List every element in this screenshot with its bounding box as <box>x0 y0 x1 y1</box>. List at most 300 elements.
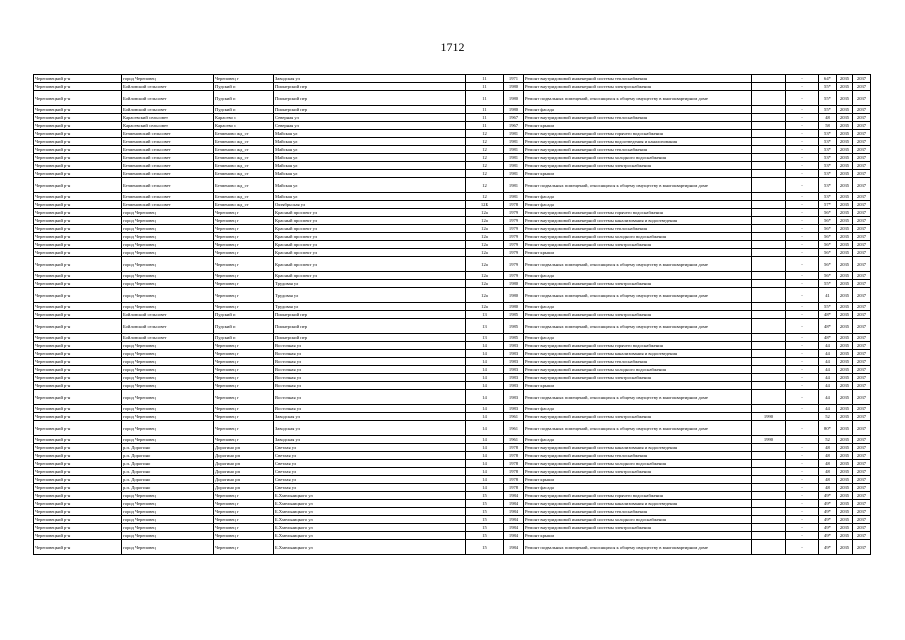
cell-house: 14 <box>466 444 504 452</box>
cell-street: Майская ул <box>274 178 466 193</box>
table-row <box>34 405 871 413</box>
cell-value: 48 <box>819 452 837 460</box>
cell-mark: - <box>786 350 819 358</box>
cell-end-year: 2037 <box>853 91 871 106</box>
cell-mark: - <box>786 130 819 138</box>
cell-year: 1961 <box>504 421 524 436</box>
cell-mark <box>786 436 819 444</box>
cell-end-year: 2037 <box>853 500 871 508</box>
cell-mark: - <box>786 225 819 233</box>
cell-district: Череповецкий р-н <box>34 170 122 178</box>
cell-last-repair <box>752 178 786 193</box>
cell-start-year: 2035 <box>837 311 853 319</box>
cell-district: Череповецкий р-н <box>34 122 122 130</box>
cell-year: 1983 <box>504 390 524 405</box>
cell-mark: - <box>786 75 819 83</box>
cell-work: Ремонт крыши <box>524 122 752 130</box>
cell-house: 12а <box>466 217 504 225</box>
cell-district: Череповецкий р-н <box>34 390 122 405</box>
cell-last-repair <box>752 272 786 280</box>
cell-locality: Череповец г <box>214 288 274 303</box>
cell-settlement: Безменовский сельсовет <box>122 130 214 138</box>
cell-district: Череповецкий р-н <box>34 288 122 303</box>
cell-locality: Череповец г <box>214 233 274 241</box>
cell-end-year: 2037 <box>853 114 871 122</box>
cell-value: 48* <box>819 319 837 334</box>
table-row <box>34 524 871 532</box>
cell-mark: - <box>786 178 819 193</box>
cell-street: Б.Хмельницкого ул <box>274 492 466 500</box>
cell-locality: Карасево с <box>214 114 274 122</box>
cell-value: 56* <box>819 225 837 233</box>
cell-value: 53* <box>819 138 837 146</box>
cell-mark: - <box>786 374 819 382</box>
table-row <box>34 492 871 500</box>
cell-house: 11 <box>466 106 504 114</box>
cell-last-repair <box>752 492 786 500</box>
cell-house: 11 <box>466 122 504 130</box>
cell-mark: - <box>786 524 819 532</box>
cell-district: Череповецкий р-н <box>34 162 122 170</box>
cell-last-repair <box>752 193 786 201</box>
table-row <box>34 444 871 452</box>
cell-work: Ремонт внутридомовой инженерной системы холодного водоснабжения <box>524 366 752 374</box>
cell-value: 48 <box>819 444 837 452</box>
cell-start-year: 2035 <box>837 476 853 484</box>
cell-street: Б.Хмельницкого ул <box>274 508 466 516</box>
cell-district: Череповецкий р-н <box>34 146 122 154</box>
cell-year: 1981 <box>504 146 524 154</box>
cell-end-year: 2037 <box>853 311 871 319</box>
cell-mark: - <box>786 484 819 492</box>
cell-last-repair <box>752 358 786 366</box>
cell-work: Ремонт внутридомовой инженерной системы электроснабжения <box>524 280 752 288</box>
cell-year: 1980 <box>504 106 524 114</box>
cell-street: Майская ул <box>274 193 466 201</box>
cell-value: 48* <box>819 334 837 342</box>
cell-end-year: 2037 <box>853 421 871 436</box>
cell-value: 49* <box>819 524 837 532</box>
cell-value: 53* <box>819 154 837 162</box>
cell-house: 11 <box>466 83 504 91</box>
cell-settlement: город Череповец <box>122 421 214 436</box>
cell-start-year: 2035 <box>837 193 853 201</box>
table-row <box>34 358 871 366</box>
cell-district: Череповецкий р-н <box>34 280 122 288</box>
table-row <box>34 75 871 83</box>
cell-street: Светлая ул <box>274 444 466 452</box>
cell-work: Ремонт внутридомовой инженерной системы горячего водоснабжения <box>524 492 752 500</box>
cell-street: Северная ул <box>274 122 466 130</box>
cell-district: Череповецкий р-н <box>34 311 122 319</box>
cell-street: Майская ул <box>274 146 466 154</box>
cell-end-year: 2037 <box>853 217 871 225</box>
cell-house: 14 <box>466 413 504 421</box>
cell-mark: - <box>786 319 819 334</box>
cell-locality: Череповец г <box>214 217 274 225</box>
cell-locality: Череповец г <box>214 405 274 413</box>
cell-end-year: 2037 <box>853 374 871 382</box>
cell-end-year: 2037 <box>853 75 871 83</box>
cell-house: 12а <box>466 257 504 272</box>
cell-street: Пионерский пер <box>274 311 466 319</box>
cell-end-year: 2037 <box>853 508 871 516</box>
cell-district: Череповецкий р-н <box>34 484 122 492</box>
cell-mark: - <box>786 122 819 130</box>
cell-start-year: 2035 <box>837 366 853 374</box>
cell-last-repair <box>752 280 786 288</box>
cell-year: 1978 <box>504 460 524 468</box>
cell-district: Череповецкий р-н <box>34 303 122 311</box>
table-row <box>34 516 871 524</box>
cell-end-year: 2037 <box>853 193 871 201</box>
cell-end-year: 2037 <box>853 436 871 444</box>
cell-house: 12а <box>466 249 504 257</box>
cell-work: Ремонт подвальных помещений, относящихся к общему имуществу в многоквартирном доме <box>524 178 752 193</box>
cell-house: 12а <box>466 280 504 288</box>
cell-last-repair <box>752 500 786 508</box>
cell-value: 52 <box>819 436 837 444</box>
table-row <box>34 342 871 350</box>
cell-locality: Дорогино рп <box>214 476 274 484</box>
cell-district: Череповецкий р-н <box>34 460 122 468</box>
cell-work: Ремонт фасада <box>524 201 752 209</box>
cell-locality: Череповец г <box>214 366 274 374</box>
cell-year: 1978 <box>504 201 524 209</box>
cell-house: 14 <box>466 374 504 382</box>
cell-house: 12 <box>466 130 504 138</box>
cell-settlement: город Череповец <box>122 233 214 241</box>
cell-start-year: 2035 <box>837 500 853 508</box>
cell-mark: - <box>786 288 819 303</box>
cell-street: Майская ул <box>274 138 466 146</box>
cell-end-year: 2037 <box>853 257 871 272</box>
cell-year: 1979 <box>504 257 524 272</box>
cell-house: 12 <box>466 146 504 154</box>
cell-last-repair: 1990 <box>752 413 786 421</box>
cell-mark: - <box>786 154 819 162</box>
table-row <box>34 122 871 130</box>
cell-street: Светлая ул <box>274 460 466 468</box>
cell-value: 56* <box>819 209 837 217</box>
cell-district: Череповецкий р-н <box>34 342 122 350</box>
cell-mark: - <box>786 303 819 311</box>
cell-last-repair <box>752 201 786 209</box>
table-row <box>34 170 871 178</box>
cell-start-year: 2035 <box>837 492 853 500</box>
cell-mark: - <box>786 366 819 374</box>
cell-work: Ремонт внутридомовой инженерной системы теплоснабжения <box>524 75 752 83</box>
cell-year: 1984 <box>504 516 524 524</box>
cell-mark: - <box>786 241 819 249</box>
cell-end-year: 2037 <box>853 382 871 390</box>
cell-work: Ремонт крыши <box>524 170 752 178</box>
cell-end-year: 2037 <box>853 272 871 280</box>
cell-street: Б.Хмельницкого ул <box>274 516 466 524</box>
cell-district: Череповецкий р-н <box>34 83 122 91</box>
cell-locality: Дорогино рп <box>214 452 274 460</box>
cell-year: 1983 <box>504 374 524 382</box>
cell-locality: Череповец г <box>214 280 274 288</box>
cell-mark: - <box>786 516 819 524</box>
table-row <box>34 350 871 358</box>
table-row <box>34 374 871 382</box>
cell-start-year: 2035 <box>837 91 853 106</box>
cell-locality: Безменово жд_ст <box>214 130 274 138</box>
cell-work: Ремонт фасада <box>524 303 752 311</box>
table-row <box>34 233 871 241</box>
cell-work: Ремонт внутридомовой инженерной системы горячего водоснабжения <box>524 342 752 350</box>
cell-end-year: 2037 <box>853 444 871 452</box>
cell-house: 14 <box>466 366 504 374</box>
cell-last-repair <box>752 350 786 358</box>
cell-last-repair <box>752 162 786 170</box>
cell-settlement: город Череповец <box>122 350 214 358</box>
cell-settlement: город Череповец <box>122 492 214 500</box>
cell-last-repair <box>752 342 786 350</box>
cell-locality: Безменово жд_ст <box>214 178 274 193</box>
cell-year: 1980 <box>504 91 524 106</box>
cell-street: Восточная ул <box>274 382 466 390</box>
cell-locality: Череповец г <box>214 225 274 233</box>
table-row <box>34 476 871 484</box>
cell-street: Светлая ул <box>274 468 466 476</box>
cell-start-year: 2035 <box>837 452 853 460</box>
cell-mark <box>786 413 819 421</box>
cell-start-year: 2035 <box>837 468 853 476</box>
cell-settlement: город Череповец <box>122 532 214 540</box>
cell-mark: - <box>786 358 819 366</box>
cell-settlement: Бойловский сельсовет <box>122 334 214 342</box>
cell-locality: Пудский п <box>214 106 274 114</box>
cell-locality: Череповец г <box>214 492 274 500</box>
cell-start-year: 2035 <box>837 532 853 540</box>
cell-work: Ремонт внутридомовой инженерной системы электроснабжения <box>524 241 752 249</box>
cell-start-year: 2035 <box>837 154 853 162</box>
cell-mark: - <box>786 476 819 484</box>
cell-last-repair <box>752 257 786 272</box>
cell-end-year: 2037 <box>853 390 871 405</box>
cell-last-repair <box>752 75 786 83</box>
cell-start-year: 2035 <box>837 201 853 209</box>
cell-start-year: 2035 <box>837 413 853 421</box>
cell-district: Череповецкий р-н <box>34 225 122 233</box>
cell-year: 1983 <box>504 382 524 390</box>
cell-house: 15 <box>466 524 504 532</box>
cell-district: Череповецкий р-н <box>34 106 122 114</box>
cell-value: 49* <box>819 492 837 500</box>
table-row <box>34 249 871 257</box>
cell-year: 1983 <box>504 350 524 358</box>
cell-settlement: город Череповец <box>122 257 214 272</box>
cell-street: Северная ул <box>274 114 466 122</box>
cell-start-year: 2035 <box>837 241 853 249</box>
cell-district: Череповецкий р-н <box>34 476 122 484</box>
cell-settlement: р.п. Дорогино <box>122 468 214 476</box>
cell-settlement: р.п. Дорогино <box>122 444 214 452</box>
cell-house: 15 <box>466 492 504 500</box>
table-row <box>34 303 871 311</box>
cell-work: Ремонт внутридомовой инженерной системы теплоснабжения <box>524 508 752 516</box>
cell-street: Октябрьская ул <box>274 201 466 209</box>
cell-start-year: 2035 <box>837 83 853 91</box>
cell-end-year: 2037 <box>853 138 871 146</box>
cell-start-year: 2035 <box>837 342 853 350</box>
cell-district: Череповецкий р-н <box>34 130 122 138</box>
cell-end-year: 2037 <box>853 130 871 138</box>
cell-work: Ремонт фасада <box>524 436 752 444</box>
cell-work: Ремонт фасада <box>524 484 752 492</box>
cell-year: 1979 <box>504 225 524 233</box>
cell-mark: - <box>786 280 819 288</box>
cell-house: 12а <box>466 209 504 217</box>
cell-mark: - <box>786 217 819 225</box>
cell-work: Ремонт внутридомовой инженерной системы горячего водоснабжения <box>524 130 752 138</box>
cell-street: Заводская ул <box>274 75 466 83</box>
cell-start-year: 2035 <box>837 233 853 241</box>
cell-street: Восточная ул <box>274 358 466 366</box>
cell-mark: - <box>786 540 819 555</box>
cell-house: 12а <box>466 225 504 233</box>
cell-work: Ремонт подвальных помещений, относящихся к общему имуществу в многоквартирном доме <box>524 91 752 106</box>
cell-start-year: 2035 <box>837 75 853 83</box>
cell-start-year: 2035 <box>837 225 853 233</box>
table-row <box>34 500 871 508</box>
cell-street: Трудовая ул <box>274 288 466 303</box>
cell-value: 48 <box>819 476 837 484</box>
table-row <box>34 257 871 272</box>
cell-last-repair <box>752 382 786 390</box>
cell-street: Восточная ул <box>274 342 466 350</box>
cell-end-year: 2037 <box>853 288 871 303</box>
cell-year: 1981 <box>504 178 524 193</box>
cell-locality: Череповец г <box>214 390 274 405</box>
cell-year: 1983 <box>504 405 524 413</box>
cell-year: 1984 <box>504 532 524 540</box>
cell-work: Ремонт крыши <box>524 532 752 540</box>
cell-house: 12а <box>466 241 504 249</box>
cell-mark: - <box>786 390 819 405</box>
cell-end-year: 2037 <box>853 280 871 288</box>
cell-last-repair <box>752 241 786 249</box>
cell-street: Красный проспект ул <box>274 272 466 280</box>
cell-value: 48 <box>819 484 837 492</box>
cell-settlement: город Череповец <box>122 516 214 524</box>
cell-end-year: 2037 <box>853 106 871 114</box>
cell-district: Череповецкий р-н <box>34 272 122 280</box>
table-row <box>34 532 871 540</box>
cell-year: 1971 <box>504 75 524 83</box>
cell-house: 12 <box>466 154 504 162</box>
cell-settlement: город Череповец <box>122 500 214 508</box>
cell-locality: Безменово жд_ст <box>214 162 274 170</box>
cell-year: 1961 <box>504 436 524 444</box>
cell-mark: - <box>786 342 819 350</box>
cell-end-year: 2037 <box>853 209 871 217</box>
cell-end-year: 2037 <box>853 319 871 334</box>
cell-year: 1978 <box>504 444 524 452</box>
cell-end-year: 2037 <box>853 162 871 170</box>
cell-street: Б.Хмельницкого ул <box>274 500 466 508</box>
cell-street: Красный проспект ул <box>274 249 466 257</box>
table-row <box>34 209 871 217</box>
cell-value: 41 <box>819 288 837 303</box>
cell-value: 49* <box>819 540 837 555</box>
cell-mark: - <box>786 460 819 468</box>
cell-street: Красный проспект ул <box>274 209 466 217</box>
cell-value: 80* <box>819 421 837 436</box>
cell-start-year: 2035 <box>837 334 853 342</box>
cell-locality: Череповец г <box>214 272 274 280</box>
cell-work: Ремонт внутридомовой инженерной системы холодного водоснабжения <box>524 154 752 162</box>
cell-year: 1981 <box>504 130 524 138</box>
cell-last-repair <box>752 288 786 303</box>
cell-house: 14 <box>466 390 504 405</box>
cell-start-year: 2035 <box>837 540 853 555</box>
cell-house: 14 <box>466 421 504 436</box>
repair-schedule-table-wrapper <box>33 74 870 555</box>
cell-value: 53* <box>819 130 837 138</box>
cell-year: 1967 <box>504 114 524 122</box>
repair-schedule-table <box>33 74 871 555</box>
cell-locality: Пудский п <box>214 311 274 319</box>
cell-street: Восточная ул <box>274 374 466 382</box>
cell-street: Майская ул <box>274 154 466 162</box>
cell-house: 12 <box>466 162 504 170</box>
table-row <box>34 390 871 405</box>
cell-end-year: 2037 <box>853 178 871 193</box>
cell-end-year: 2037 <box>853 516 871 524</box>
table-row <box>34 460 871 468</box>
cell-street: Заводская ул <box>274 421 466 436</box>
cell-mark: - <box>786 492 819 500</box>
cell-value: 44 <box>819 405 837 413</box>
cell-last-repair <box>752 468 786 476</box>
cell-work: Ремонт внутридомовой инженерной системы электроснабжения <box>524 413 752 421</box>
cell-value: 48 <box>819 460 837 468</box>
cell-settlement: город Череповец <box>122 540 214 555</box>
cell-last-repair <box>752 516 786 524</box>
cell-last-repair: 1990 <box>752 436 786 444</box>
cell-year: 1985 <box>504 319 524 334</box>
cell-year: 1979 <box>504 209 524 217</box>
cell-value: 55* <box>819 106 837 114</box>
cell-house: 13 <box>466 319 504 334</box>
cell-district: Череповецкий р-н <box>34 358 122 366</box>
cell-locality: Череповец г <box>214 75 274 83</box>
cell-year: 1980 <box>504 303 524 311</box>
cell-end-year: 2037 <box>853 303 871 311</box>
cell-work: Ремонт внутридомовой инженерной системы электроснабжения <box>524 524 752 532</box>
cell-last-repair <box>752 106 786 114</box>
cell-work: Ремонт внутридомовой инженерной системы теплоснабжения <box>524 146 752 154</box>
cell-start-year: 2035 <box>837 524 853 532</box>
cell-settlement: Бойловский сельсовет <box>122 106 214 114</box>
cell-start-year: 2035 <box>837 421 853 436</box>
cell-locality: Череповец г <box>214 241 274 249</box>
cell-house: 11 <box>466 114 504 122</box>
cell-last-repair <box>752 366 786 374</box>
cell-end-year: 2037 <box>853 413 871 421</box>
cell-locality: Череповец г <box>214 436 274 444</box>
cell-end-year: 2037 <box>853 334 871 342</box>
cell-locality: Безменово жд_ст <box>214 154 274 162</box>
cell-house: 14 <box>466 468 504 476</box>
cell-locality: Дорогино рп <box>214 484 274 492</box>
cell-start-year: 2035 <box>837 374 853 382</box>
cell-end-year: 2037 <box>853 201 871 209</box>
cell-settlement: город Череповец <box>122 374 214 382</box>
